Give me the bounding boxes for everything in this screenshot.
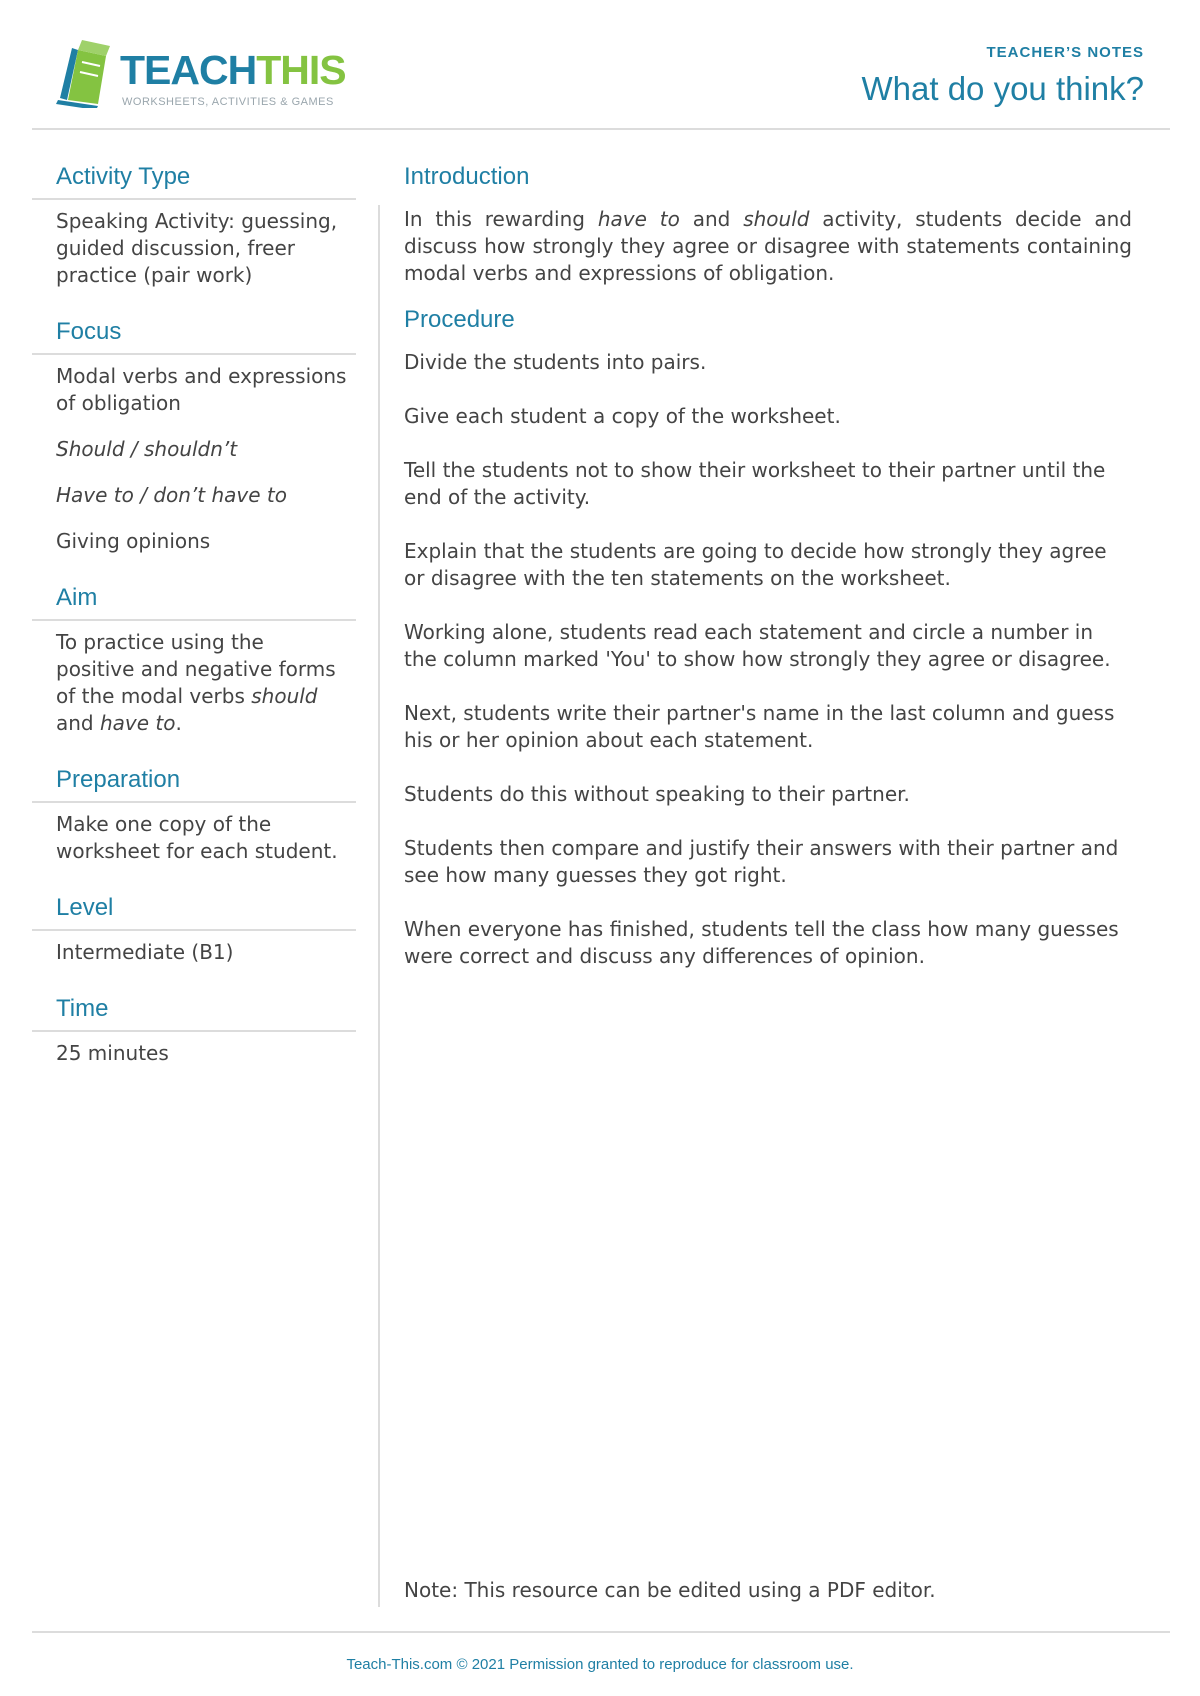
page-title: What do you think? [861, 70, 1144, 107]
activity-type-section [32, 160, 356, 289]
aim-text: To practice using the positive and negative forms of the modal verbs should and have to. [56, 630, 336, 735]
time-text: 25 minutes [56, 1041, 169, 1065]
procedure-step: Next, students write their partner's name in the last column and guess his or her opinion about each statement. [404, 701, 1115, 752]
focus-line: Modal verbs and expressions of obligation [56, 364, 347, 415]
aim-heading: Aim [32, 581, 356, 621]
focus-line: Giving opinions [56, 529, 211, 553]
book-logo-icon [56, 38, 116, 108]
procedure-step: Explain that the students are going to decide how strongly they agree or disagree with the ten statements on the worksheet. [404, 539, 1107, 590]
procedure-step: Students do this without speaking to their partner. [404, 782, 910, 806]
aim-em-have-to: have to [99, 711, 176, 735]
editor-note: Note: This resource can be edited using a PDF editor. [404, 1578, 936, 1602]
column-divider [378, 205, 380, 1607]
focus-line-italic: Should / shouldn’t [56, 437, 238, 461]
aim-em-should: should [251, 684, 318, 708]
procedure-steps [404, 349, 1132, 970]
procedure-step: Tell the students not to show their worksheet to their partner until the end of the activity. [404, 458, 1106, 509]
focus-line-italic: Have to / don’t have to [56, 483, 287, 507]
time-heading: Time [32, 992, 356, 1032]
main-content [404, 160, 1132, 997]
procedure-step: Students then compare and justify their answers with their partner and see how many guesses they got right. [404, 836, 1119, 887]
logo-word-this: THIS [256, 47, 346, 93]
procedure-step: When everyone has finished, students tell the class how many guesses were correct and discuss any differences of opinion. [404, 917, 1119, 968]
procedure-step: Give each student a copy of the worksheet. [404, 404, 841, 428]
sidebar [32, 160, 356, 1093]
footer-divider [32, 1631, 1170, 1633]
header-divider [32, 128, 1170, 130]
activity-type-text: Speaking Activity: guessing, guided discussion, freer practice (pair work) [56, 209, 338, 287]
logo-wordmark [120, 42, 346, 98]
preparation-heading: Preparation [32, 763, 356, 803]
preparation-section [32, 763, 356, 865]
intro-em-have-to: have to [597, 207, 680, 231]
level-text: Intermediate (B1) [56, 940, 234, 964]
doc-label: TEACHER’S NOTES [986, 44, 1144, 61]
preparation-text: Make one copy of the worksheet for each student. [56, 812, 338, 863]
time-section [32, 992, 356, 1067]
focus-section [32, 315, 356, 555]
level-section [32, 891, 356, 966]
procedure-step: Divide the students into pairs. [404, 350, 707, 374]
page-footer: Teach-This.com © 2021 Permission granted to reproduce for classroom use. [346, 1656, 854, 1673]
teach-this-logo [56, 38, 356, 114]
procedure-heading: Procedure [404, 306, 515, 333]
page-header [0, 0, 1200, 130]
level-heading: Level [32, 891, 356, 931]
activity-type-heading: Activity Type [32, 160, 356, 200]
focus-heading: Focus [32, 315, 356, 355]
intro-em-should: should [743, 207, 810, 231]
introduction-text: In this rewarding have to and should activity, students decide and discuss how strongly they agree or disagree with statements containing modal verbs and expressions of obligation. [404, 207, 1133, 285]
procedure-step: Working alone, students read each statement and circle a number in the column marked 'You' to show how strongly they agree or disagree. [404, 620, 1111, 671]
logo-tagline: WORKSHEETS, ACTIVITIES & GAMES [122, 96, 334, 108]
aim-section [32, 581, 356, 737]
logo-word-teach: TEACH [120, 47, 257, 93]
introduction-heading: Introduction [404, 163, 530, 190]
